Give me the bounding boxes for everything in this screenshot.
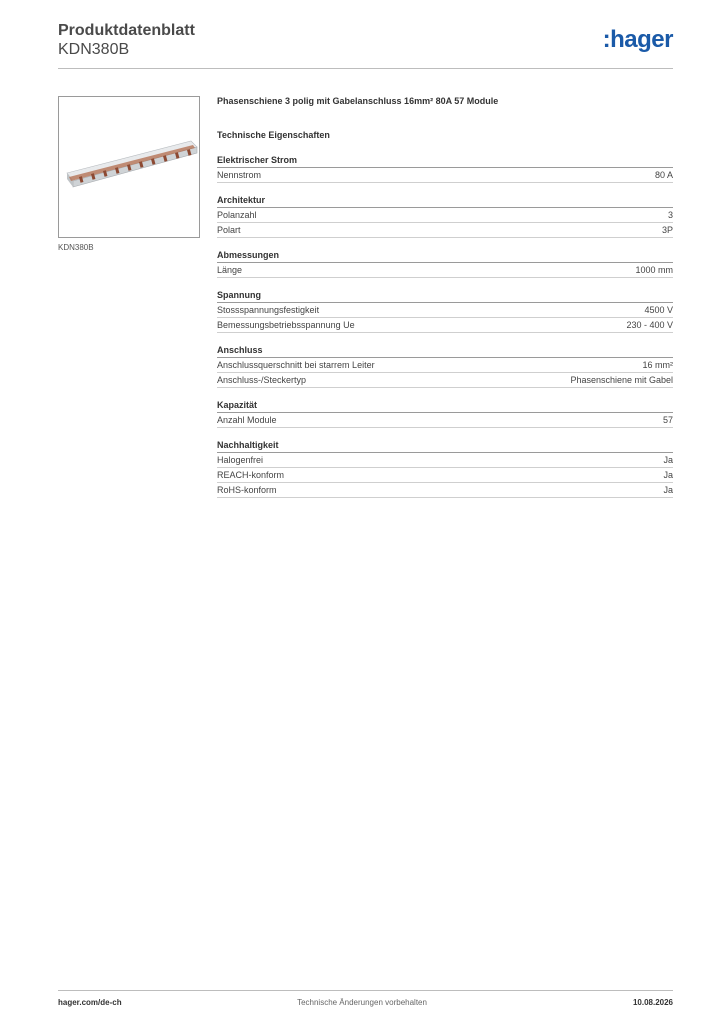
spec-value: Ja xyxy=(663,470,673,480)
spec-value: 80 A xyxy=(654,170,673,180)
spec-value: 3 xyxy=(667,210,673,220)
product-image xyxy=(58,96,200,238)
spec-row xyxy=(217,453,673,468)
spec-group-title: Nachhaltigkeit xyxy=(217,438,673,453)
spec-group-title: Anschluss xyxy=(217,343,673,358)
spec-value: 16 mm² xyxy=(642,360,673,370)
spec-row xyxy=(217,468,673,483)
spec-row xyxy=(217,373,673,388)
spec-label: Halogenfrei xyxy=(217,455,264,465)
spec-label: Stossspannungsfestigkeit xyxy=(217,305,320,315)
spec-value: 57 xyxy=(662,415,673,425)
spec-group-title: Elektrischer Strom xyxy=(217,153,673,168)
spec-group-title: Spannung xyxy=(217,288,673,303)
spec-value: Phasenschiene mit Gabel xyxy=(570,375,673,385)
spec-value: Ja xyxy=(663,455,673,465)
spec-value: 1000 mm xyxy=(635,265,673,275)
spec-row xyxy=(217,413,673,428)
spec-row xyxy=(217,483,673,498)
spec-label: Anzahl Module xyxy=(217,415,277,425)
spec-group-title: Architektur xyxy=(217,193,673,208)
spec-group xyxy=(217,153,673,183)
hager-logo: :hager xyxy=(602,26,673,53)
spec-row xyxy=(217,303,673,318)
busbar-product-image xyxy=(59,97,199,237)
spec-group xyxy=(217,398,673,428)
section-title: Technische Eigenschaften xyxy=(217,130,330,140)
footer-date: 10.08.2026 xyxy=(632,998,673,1007)
header-divider xyxy=(58,68,673,69)
footer-divider xyxy=(58,990,673,991)
spec-content xyxy=(217,94,673,508)
spec-row xyxy=(217,318,673,333)
spec-group-title: Abmessungen xyxy=(217,248,673,263)
spec-groups xyxy=(217,153,673,498)
spec-row xyxy=(217,223,673,238)
document-subtitle: KDN380B xyxy=(58,41,130,58)
spec-value: Ja xyxy=(663,485,673,495)
spec-label: Anschluss-/Steckertyp xyxy=(217,375,307,385)
spec-label: Nennstrom xyxy=(217,170,262,180)
spec-label: Polanzahl xyxy=(217,210,257,220)
spec-label: Anschlussquerschnitt bei starrem Leiter xyxy=(217,360,375,370)
spec-group xyxy=(217,248,673,278)
footer-website[interactable]: hager.com/de-ch xyxy=(58,998,122,1007)
page-header xyxy=(58,20,673,68)
product-title: Phasenschiene 3 polig mit Gabelanschluss 16mm² 80A 57 Module xyxy=(217,96,499,106)
spec-group xyxy=(217,438,673,498)
spec-label: Bemessungsbetriebsspannung Ue xyxy=(217,320,355,330)
spec-row xyxy=(217,263,673,278)
document-title: Produktdatenblatt xyxy=(58,22,195,39)
spec-group xyxy=(217,193,673,238)
logo-text: hager xyxy=(610,26,673,53)
spec-group xyxy=(217,288,673,333)
spec-label: RoHS-konform xyxy=(217,485,277,495)
spec-label: REACH-konform xyxy=(217,470,285,480)
spec-row xyxy=(217,208,673,223)
spec-value: 3P xyxy=(661,225,673,235)
footer-notice: Technische Änderungen vorbehalten xyxy=(297,998,427,1007)
image-caption: KDN380B xyxy=(58,243,94,252)
spec-group-title: Kapazität xyxy=(217,398,673,413)
spec-row xyxy=(217,168,673,183)
spec-row xyxy=(217,358,673,373)
spec-label: Länge xyxy=(217,265,243,275)
spec-group xyxy=(217,343,673,388)
spec-value: 4500 V xyxy=(644,305,673,315)
spec-label: Polart xyxy=(217,225,241,235)
spec-value: 230 - 400 V xyxy=(626,320,673,330)
